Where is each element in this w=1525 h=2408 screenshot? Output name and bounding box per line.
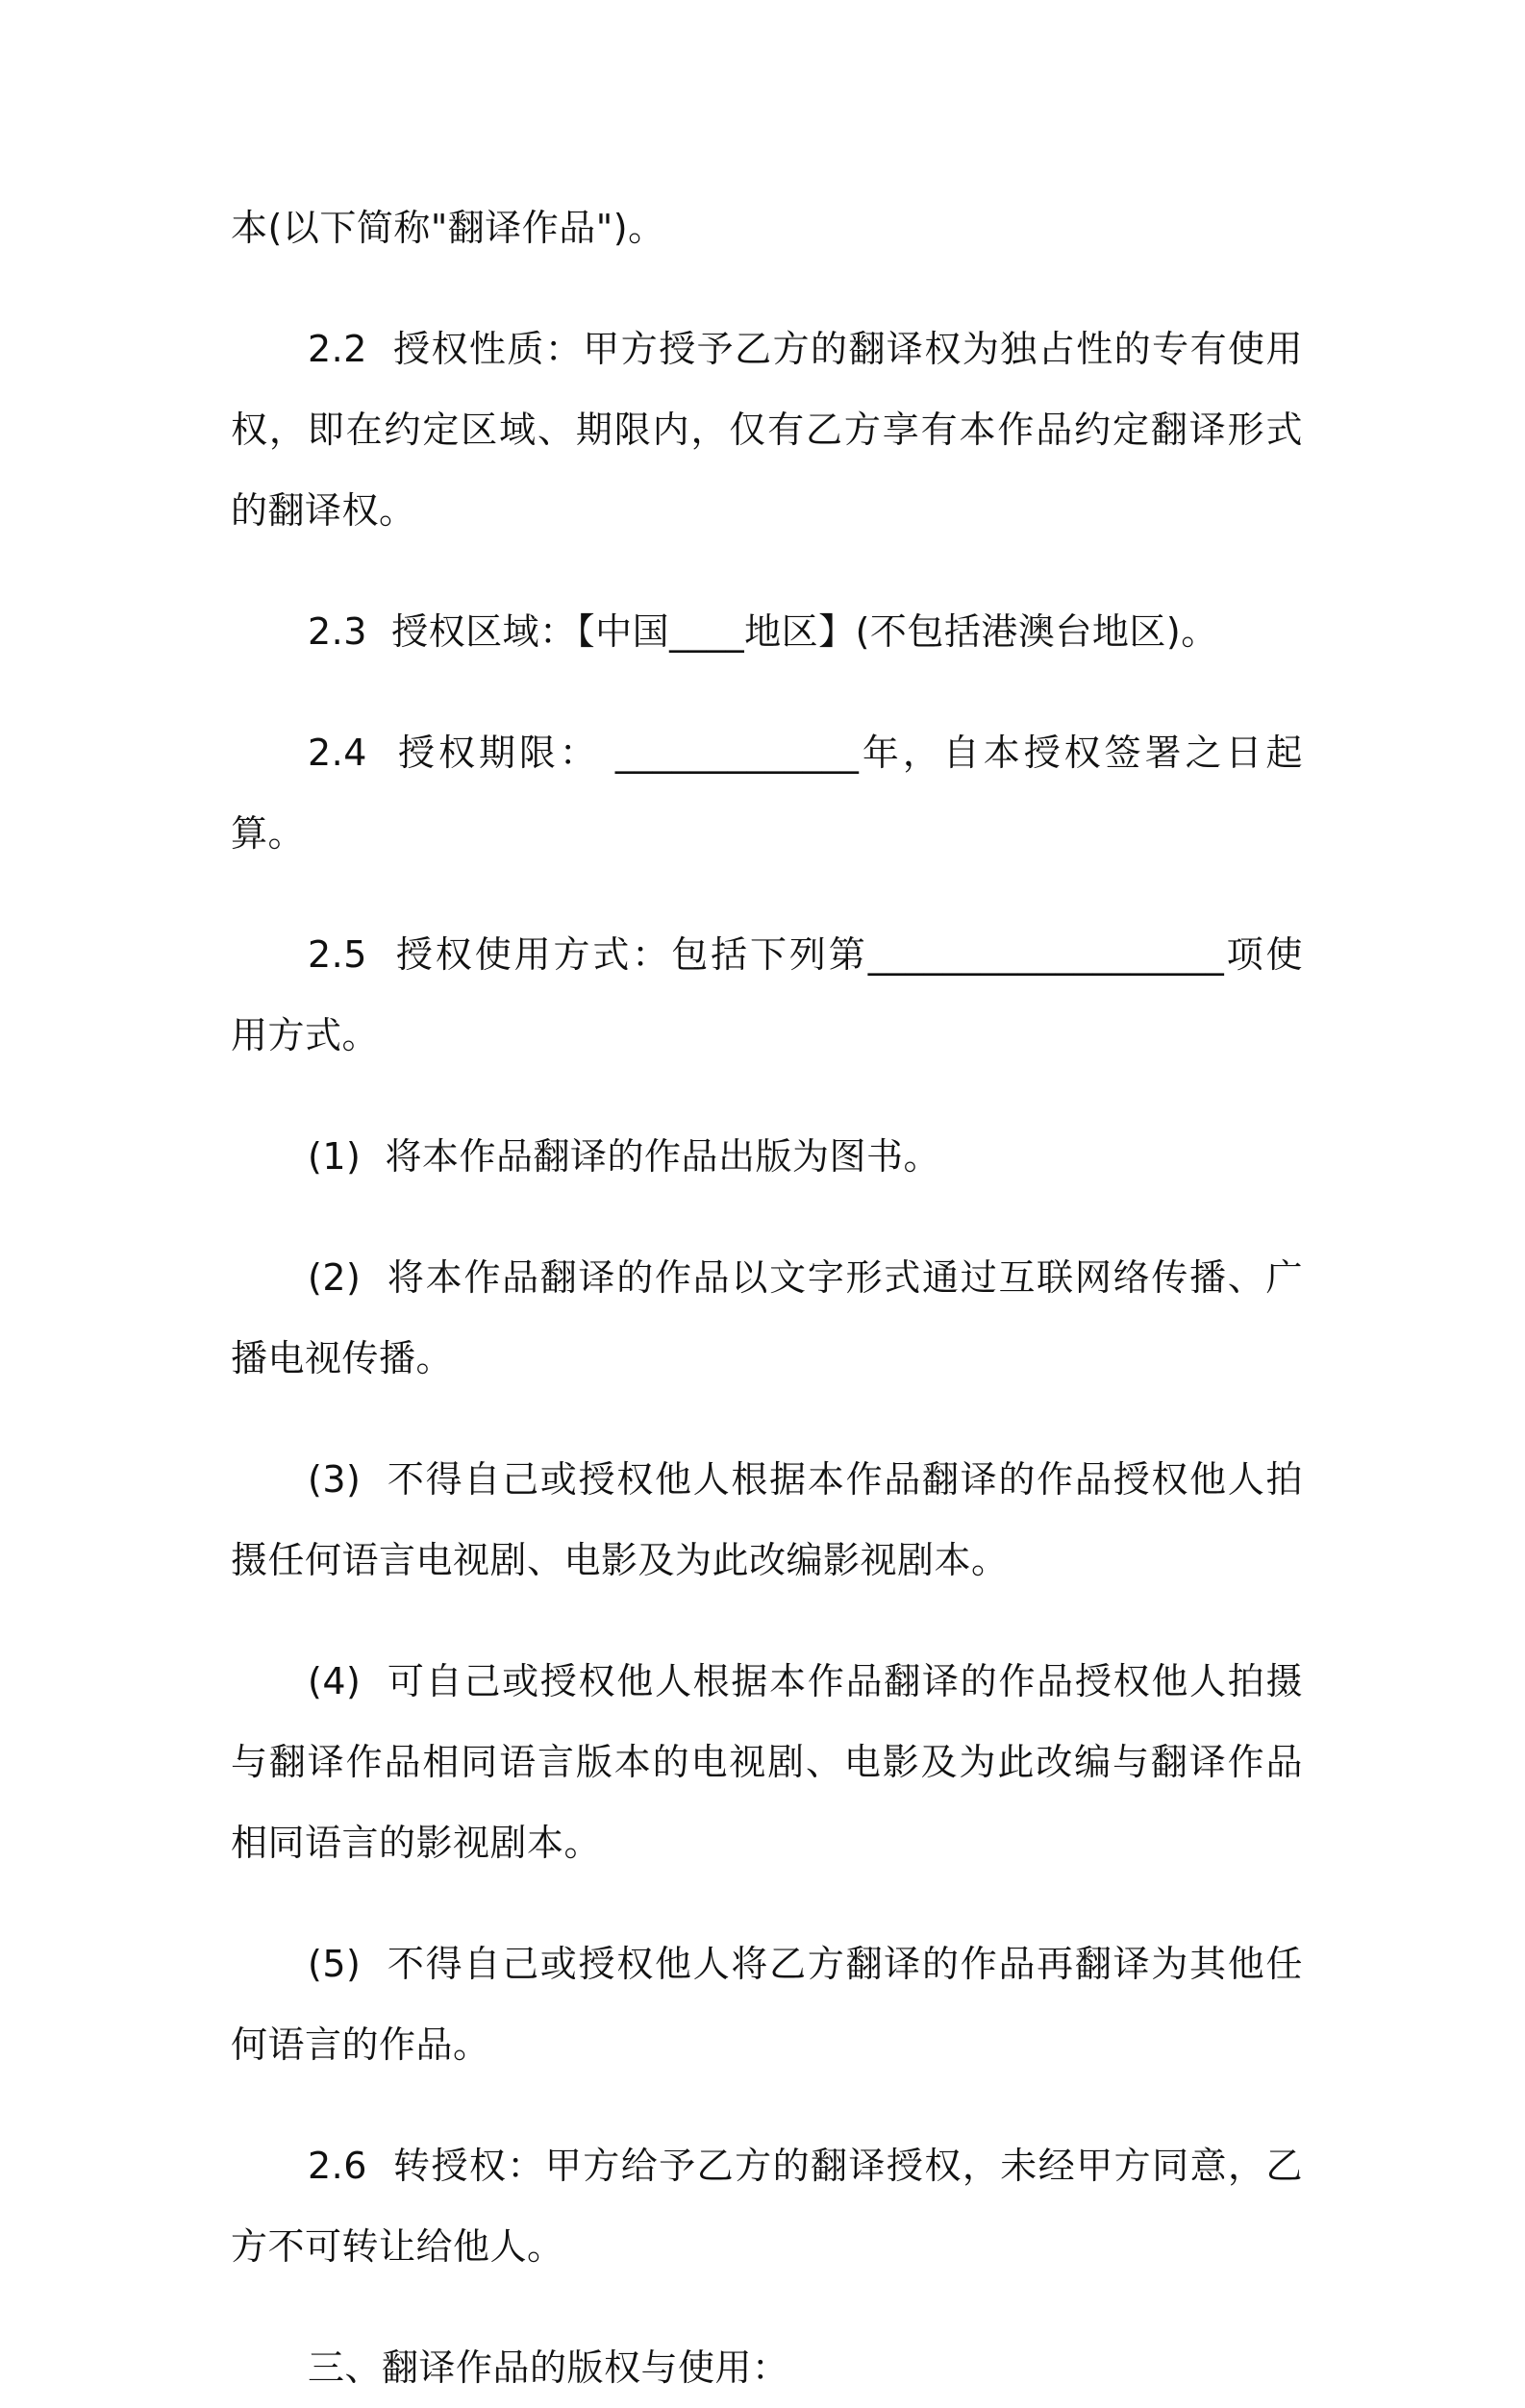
paragraph-2-6-sublicensing: 2.6 转授权：甲方给予乙方的翻译授权，未经甲方同意，乙方不可转让给他人。 xyxy=(231,2145,1303,2268)
paragraph-item-3: (3) 不得自己或授权他人根据本作品翻译的作品授权他人拍摄任何语言电视剧、电影及为此改编影视剧本。 xyxy=(231,1458,1303,1581)
paragraph-2-2-authorization-nature: 2.2 授权性质：甲方授予乙方的翻译权为独占性的专有使用权，即在约定区域、期限内，仅有乙方享有本作品约定翻译形式的翻译权。 xyxy=(231,328,1303,532)
paragraph-continuation: 本(以下简称"翻译作品")。 xyxy=(231,207,665,249)
paragraph-2-4-authorization-term: 2.4 授权期限： _____________年，自本授权签署之日起算。 xyxy=(231,732,1303,855)
paragraph-2-5-usage-methods: 2.5 授权使用方式：包括下列第___________________项使用方式。 xyxy=(231,933,1303,1056)
paragraph-2-3-authorization-region: 2.3 授权区域：【中国____地区】(不包括港澳台地区)。 xyxy=(308,610,1218,653)
paragraph-item-4: (4) 可自己或授权他人根据本作品翻译的作品授权他人拍摄与翻译作品相同语言版本的电视剧、电影及为此改编与翻译作品相同语言的影视剧本。 xyxy=(231,1660,1303,1864)
document-page xyxy=(231,187,1303,2408)
paragraph-item-5: (5) 不得自己或授权他人将乙方翻译的作品再翻译为其他任何语言的作品。 xyxy=(231,1943,1303,2066)
paragraph-item-2: (2) 将本作品翻译的作品以文字形式通过互联网络传播、广播电视传播。 xyxy=(231,1256,1303,1379)
section-heading-3: 三、翻译作品的版权与使用： xyxy=(308,2346,789,2389)
paragraph-item-1: (1) 将本作品翻译的作品出版为图书。 xyxy=(308,1135,940,1178)
